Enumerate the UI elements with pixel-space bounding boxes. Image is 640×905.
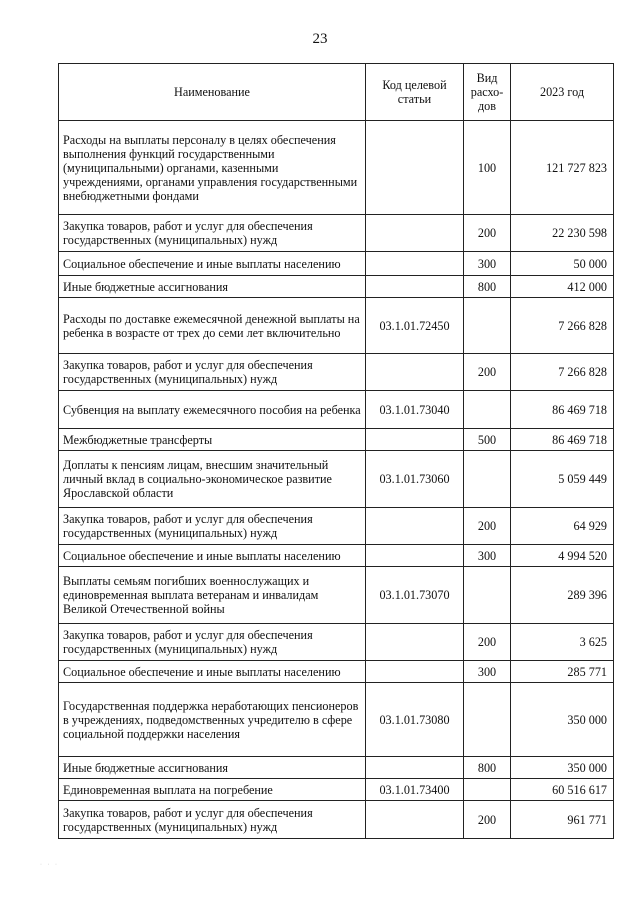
row-amount-cell: 60 516 617 [511, 779, 614, 801]
row-target-code-cell: 03.1.01.73400 [366, 779, 464, 801]
row-name-cell: Закупка товаров, работ и услуг для обеспечения государственных (муниципальных) нужд [59, 508, 366, 545]
row-target-code-cell [366, 508, 464, 545]
row-target-code-cell [366, 276, 464, 298]
row-expense-kind-cell: 800 [464, 757, 511, 779]
table-row [59, 545, 614, 567]
table-body [59, 121, 614, 839]
row-amount-cell: 50 000 [511, 252, 614, 276]
row-name-cell: Доплаты к пенсиям лицам, внесшим значительный личный вклад в социально-экономическое развитие Ярославской области [59, 451, 366, 508]
table-row [59, 508, 614, 545]
table-row [59, 779, 614, 801]
row-target-code-cell [366, 215, 464, 252]
budget-table [58, 63, 614, 839]
row-target-code-cell [366, 801, 464, 839]
table-row [59, 298, 614, 354]
row-target-code-cell [366, 545, 464, 567]
row-target-code-cell [366, 121, 464, 215]
table-row [59, 683, 614, 757]
row-target-code-cell: 03.1.01.73080 [366, 683, 464, 757]
row-target-code-cell [366, 429, 464, 451]
row-amount-cell: 5 059 449 [511, 451, 614, 508]
row-target-code-cell [366, 757, 464, 779]
row-expense-kind-cell: 200 [464, 508, 511, 545]
row-name-cell: Расходы по доставке ежемесячной денежной выплаты на ребенка в возрасте от трех до семи лет включительно [59, 298, 366, 354]
header-name: Наименование [59, 64, 366, 121]
row-target-code-cell: 03.1.01.73070 [366, 567, 464, 624]
row-expense-kind-cell: 300 [464, 545, 511, 567]
row-expense-kind-cell: 200 [464, 624, 511, 661]
table-header-row [59, 64, 614, 121]
row-target-code-cell [366, 354, 464, 391]
table-row [59, 276, 614, 298]
header-expense-kind: Вид расхо-дов [464, 64, 511, 121]
row-name-cell: Субвенция на выплату ежемесячного пособия на ребенка [59, 391, 366, 429]
row-expense-kind-cell [464, 298, 511, 354]
row-name-cell: Закупка товаров, работ и услуг для обеспечения государственных (муниципальных) нужд [59, 624, 366, 661]
row-target-code-cell: 03.1.01.73060 [366, 451, 464, 508]
row-expense-kind-cell [464, 391, 511, 429]
row-amount-cell: 4 994 520 [511, 545, 614, 567]
row-expense-kind-cell: 200 [464, 354, 511, 391]
row-name-cell: Иные бюджетные ассигнования [59, 757, 366, 779]
row-amount-cell: 285 771 [511, 661, 614, 683]
row-target-code-cell [366, 661, 464, 683]
row-amount-cell: 86 469 718 [511, 429, 614, 451]
page-number: 23 [312, 31, 328, 47]
row-name-cell: Выплаты семьям погибших военнослужащих и единовременная выплата ветеранам и инвалидам Великой Отечественной войны [59, 567, 366, 624]
row-amount-cell: 64 929 [511, 508, 614, 545]
scan-artifact: · · · [40, 862, 59, 868]
row-name-cell: Социальное обеспечение и иные выплаты населению [59, 252, 366, 276]
table-row [59, 801, 614, 839]
row-target-code-cell [366, 624, 464, 661]
table-row [59, 567, 614, 624]
table-row [59, 391, 614, 429]
row-amount-cell: 289 396 [511, 567, 614, 624]
header-target-code: Код целевой статьи [366, 64, 464, 121]
row-expense-kind-cell [464, 779, 511, 801]
row-amount-cell: 3 625 [511, 624, 614, 661]
row-expense-kind-cell [464, 683, 511, 757]
row-amount-cell: 350 000 [511, 757, 614, 779]
row-expense-kind-cell [464, 567, 511, 624]
row-expense-kind-cell: 800 [464, 276, 511, 298]
row-target-code-cell [366, 252, 464, 276]
row-amount-cell: 121 727 823 [511, 121, 614, 215]
row-amount-cell: 350 000 [511, 683, 614, 757]
table-row [59, 429, 614, 451]
row-amount-cell: 961 771 [511, 801, 614, 839]
table-row [59, 252, 614, 276]
row-target-code-cell: 03.1.01.73040 [366, 391, 464, 429]
row-name-cell: Социальное обеспечение и иные выплаты населению [59, 661, 366, 683]
row-name-cell: Закупка товаров, работ и услуг для обеспечения государственных (муниципальных) нужд [59, 215, 366, 252]
table-row [59, 624, 614, 661]
row-name-cell: Межбюджетные трансферты [59, 429, 366, 451]
row-expense-kind-cell: 200 [464, 801, 511, 839]
row-expense-kind-cell [464, 451, 511, 508]
row-target-code-cell: 03.1.01.72450 [366, 298, 464, 354]
table-row [59, 757, 614, 779]
row-amount-cell: 7 266 828 [511, 298, 614, 354]
row-name-cell: Государственная поддержка неработающих пенсионеров в учреждениях, подведомственных учредителю в сфере социальной поддержки населения [59, 683, 366, 757]
row-name-cell: Социальное обеспечение и иные выплаты населению [59, 545, 366, 567]
row-expense-kind-cell: 300 [464, 252, 511, 276]
row-amount-cell: 86 469 718 [511, 391, 614, 429]
table-row [59, 661, 614, 683]
row-name-cell: Закупка товаров, работ и услуг для обеспечения государственных (муниципальных) нужд [59, 354, 366, 391]
table-row [59, 451, 614, 508]
row-amount-cell: 7 266 828 [511, 354, 614, 391]
row-expense-kind-cell: 200 [464, 215, 511, 252]
row-name-cell: Расходы на выплаты персоналу в целях обеспечения выполнения функций государственными (муниципальными) органами, казенными учреждениями, органами управления государственными внебюджетными фондами [59, 121, 366, 215]
row-expense-kind-cell: 300 [464, 661, 511, 683]
table-row [59, 354, 614, 391]
row-expense-kind-cell: 500 [464, 429, 511, 451]
table-row [59, 215, 614, 252]
row-amount-cell: 412 000 [511, 276, 614, 298]
row-name-cell: Закупка товаров, работ и услуг для обеспечения государственных (муниципальных) нужд [59, 801, 366, 839]
row-name-cell: Единовременная выплата на погребение [59, 779, 366, 801]
row-expense-kind-cell: 100 [464, 121, 511, 215]
table-row [59, 121, 614, 215]
row-name-cell: Иные бюджетные ассигнования [59, 276, 366, 298]
header-year-2023: 2023 год [511, 64, 614, 121]
row-amount-cell: 22 230 598 [511, 215, 614, 252]
